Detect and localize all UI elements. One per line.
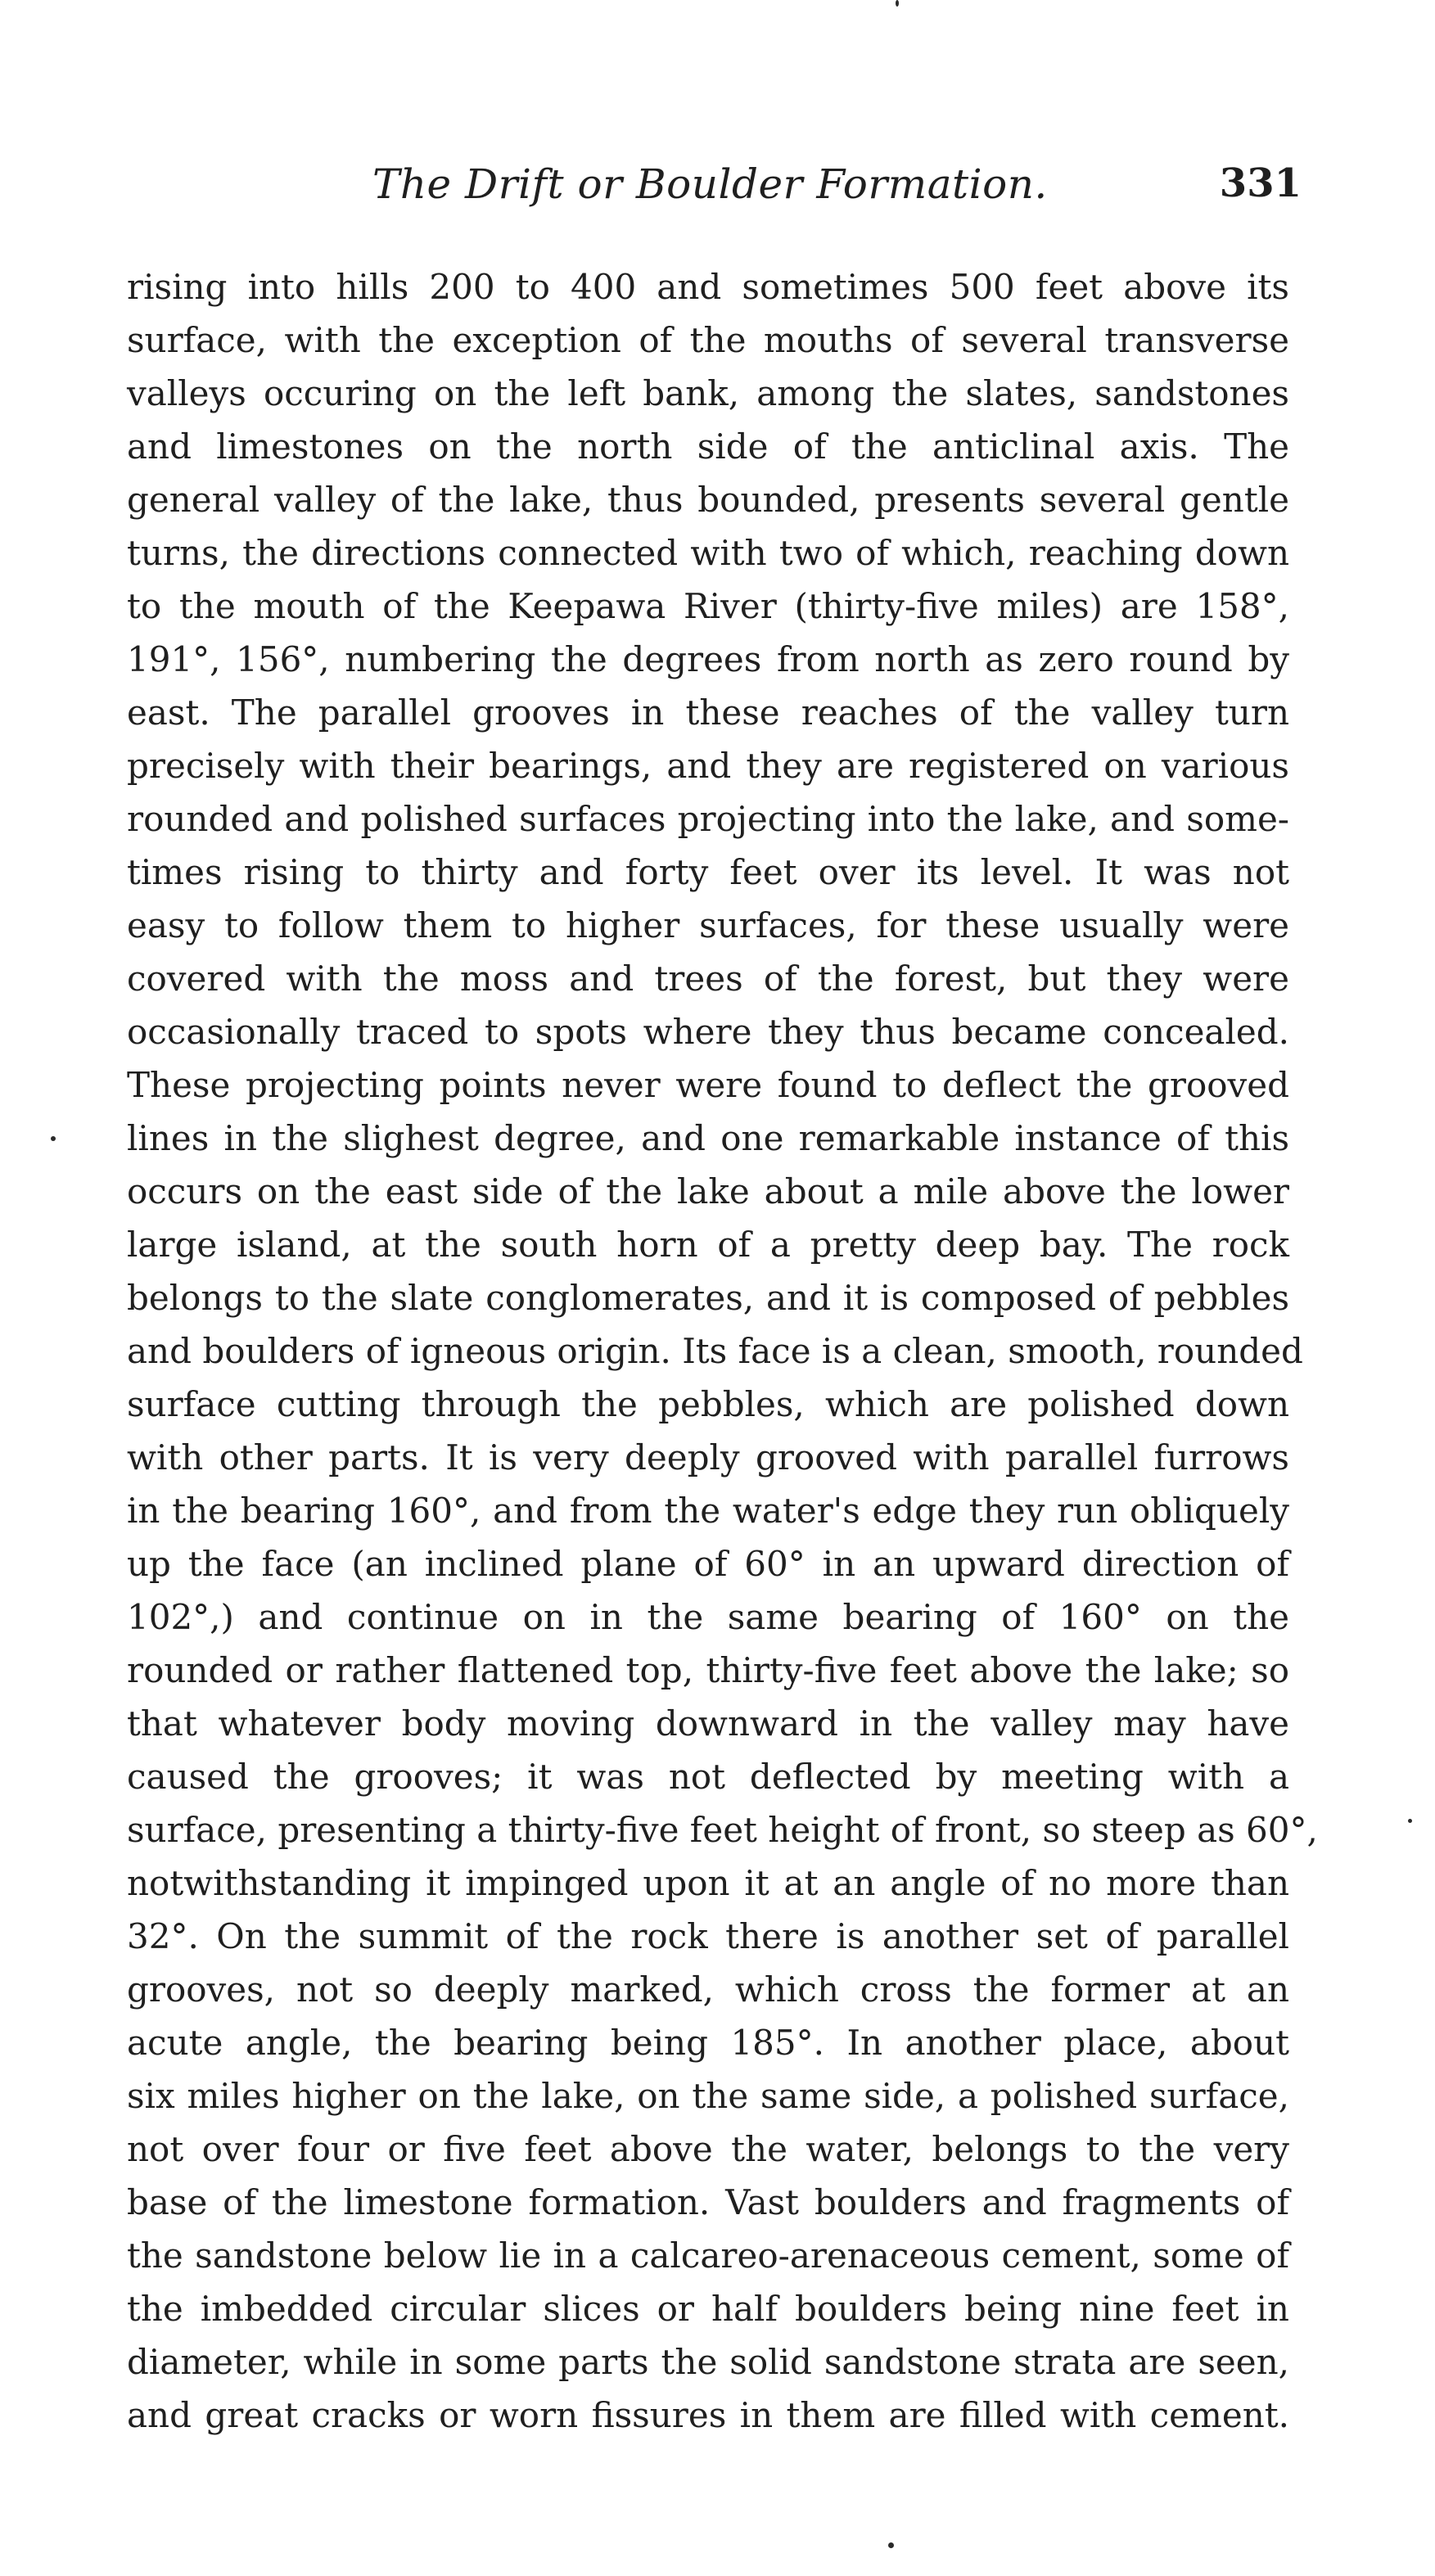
- text-line: six miles higher on the lake, on the same side, a polished surface,: [127, 2076, 1289, 2116]
- text-line: to the mouth of the Keepawa River (thirty-five miles) are 158°,: [127, 586, 1289, 626]
- text-line: rising into hills 200 to 400 and sometimes 500 feet above its: [127, 267, 1289, 307]
- text-line: that whatever body moving downward in the valley may have: [127, 1703, 1289, 1744]
- text-line: general valley of the lake, thus bounded, presents several gentle: [127, 480, 1289, 520]
- page-number: 331: [1219, 160, 1302, 206]
- text-line: east. The parallel grooves in these reaches of the valley turn: [127, 692, 1289, 733]
- text-line: and limestones on the north side of the anticlinal axis. The: [127, 426, 1289, 467]
- scan-speck-bottom: [888, 2542, 894, 2548]
- page-header: [123, 160, 1302, 226]
- running-title: The Drift or Boulder Formation.: [372, 160, 1048, 208]
- text-line: lines in the slighest degree, and one remarkable instance of this: [127, 1118, 1289, 1158]
- text-line: in the bearing 160°, and from the water's edge they run obliquely: [127, 1491, 1289, 1531]
- text-line: 102°,) and continue on in the same bearing of 160° on the: [127, 1597, 1289, 1637]
- text-line: rounded and polished surfaces projecting into the lake, and some-: [127, 799, 1289, 839]
- text-line: belongs to the slate conglomerates, and it is composed of pebbles: [127, 1278, 1289, 1318]
- text-line: occasionally traced to spots where they thus became concealed.: [127, 1012, 1289, 1052]
- text-line: acute angle, the bearing being 185°. In another place, about: [127, 2023, 1289, 2063]
- body-paragraph: [127, 260, 1318, 2442]
- text-line: surface, presenting a thirty-five feet height of front, so steep as 60°,: [127, 1810, 1318, 1850]
- text-line: notwithstanding it impinged upon it at an angle of no more than: [127, 1863, 1289, 1903]
- text-line: and boulders of igneous origin. Its face is a clean, smooth, rounded: [127, 1331, 1303, 1371]
- text-line: base of the limestone formation. Vast boulders and fragments of: [127, 2182, 1289, 2222]
- text-line: covered with the moss and trees of the forest, but they were: [127, 959, 1289, 999]
- text-line: caused the grooves; it was not deflected by meeting with a: [127, 1757, 1289, 1797]
- text-line: and great cracks or worn fissures in them are filled with cement.: [127, 2395, 1289, 2435]
- text-line: diameter, while in some parts the solid sandstone strata are seen,: [127, 2342, 1289, 2382]
- text-line: precisely with their bearings, and they are registered on various: [127, 746, 1289, 786]
- scan-speck-top: [896, 0, 899, 7]
- text-line: the imbedded circular slices or half boulders being nine feet in: [127, 2289, 1289, 2329]
- text-line: These projecting points never were found to deflect the grooved: [127, 1065, 1289, 1105]
- text-line: valleys occuring on the left bank, among the slates, sandstones: [127, 373, 1289, 413]
- text-line: not over four or five feet above the water, belongs to the very: [127, 2129, 1289, 2169]
- scan-speck-left: [51, 1136, 56, 1141]
- text-line: large island, at the south horn of a pretty deep bay. The rock: [127, 1225, 1289, 1265]
- text-line: times rising to thirty and forty feet over its level. It was not: [127, 852, 1289, 892]
- text-line: grooves, not so deeply marked, which cross the former at an: [127, 1969, 1289, 2010]
- text-line: easy to follow them to higher surfaces, for these usually were: [127, 905, 1289, 945]
- scan-speck-right: [1408, 1819, 1412, 1823]
- text-line: surface, with the exception of the mouths of several transverse: [127, 320, 1289, 360]
- text-line: turns, the directions connected with two of which, reaching down: [127, 533, 1289, 573]
- text-line: surface cutting through the pebbles, which are polished down: [127, 1384, 1289, 1424]
- text-line: 32°. On the summit of the rock there is another set of parallel: [127, 1916, 1289, 1956]
- text-line: the sandstone below lie in a calcareo-arenaceous cement, some of: [127, 2235, 1289, 2276]
- text-line: with other parts. It is very deeply grooved with parallel furrows: [127, 1437, 1289, 1477]
- text-line: 191°, 156°, numbering the degrees from north as zero round by: [127, 639, 1289, 679]
- text-line: rounded or rather flattened top, thirty-five feet above the lake; so: [127, 1650, 1289, 1690]
- text-line: occurs on the east side of the lake about a mile above the lower: [127, 1171, 1289, 1211]
- text-line: up the face (an inclined plane of 60° in an upward direction of: [127, 1544, 1289, 1584]
